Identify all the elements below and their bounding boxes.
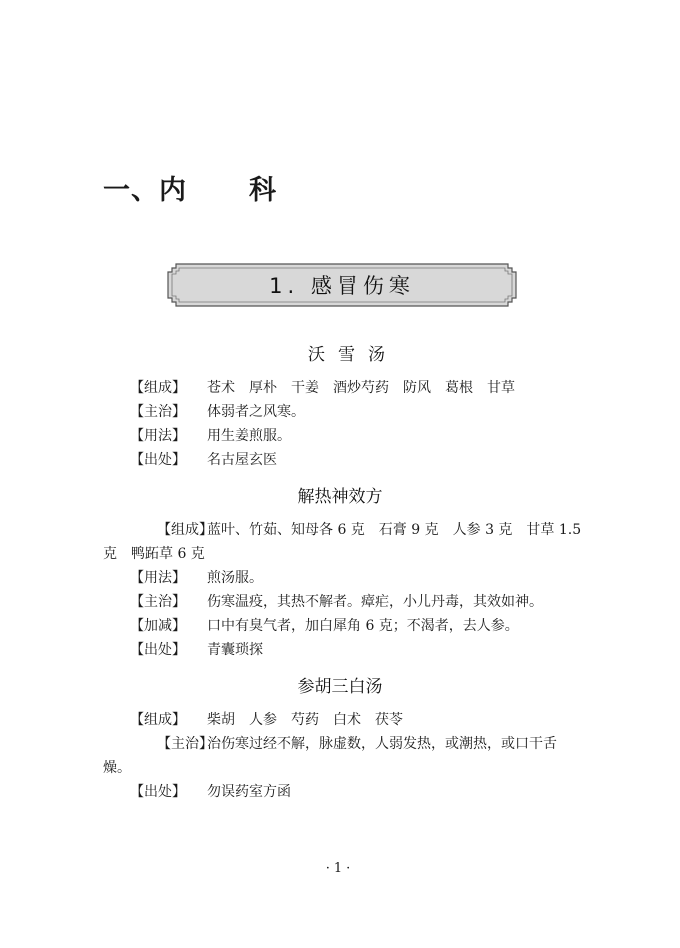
entry-key: 【组成】 [130, 380, 186, 396]
entry-text: 柴胡 人参 芍药 白术 茯苓 [207, 712, 403, 728]
formula-entry [103, 614, 583, 638]
entry-key: 【出处】 [130, 642, 186, 658]
entry-key: 【用法】 [130, 570, 186, 586]
entry-text: 治伤寒过经不解，脉虚数，人弱发热，或潮热，或口干舌燥。 [103, 736, 557, 776]
entry-key: 【出处】 [130, 452, 186, 468]
formula-entry [103, 448, 583, 472]
entry-text: 煎汤服。 [207, 570, 263, 586]
entry-key: 【出处】 [130, 784, 186, 800]
entry-key: 【组成】 [157, 522, 213, 538]
entry-text: 伤寒温疫，其热不解者。瘴疟，小儿丹毒，其效如神。 [207, 594, 543, 610]
section-banner [166, 262, 518, 308]
formula-title: 参胡三白汤 [297, 677, 383, 697]
entry-text: 勿误药室方函 [207, 784, 291, 800]
entry-text: 名古屋玄医 [207, 452, 277, 468]
entry-key: 【主治】 [130, 404, 186, 420]
entry-text: 用生姜煎服。 [207, 428, 291, 444]
entry-key: 【主治】 [157, 736, 213, 752]
entry-text: 青囊琐探 [207, 642, 263, 658]
formula-entry [103, 376, 583, 400]
formula-entry [103, 424, 583, 448]
formula-entry [103, 732, 583, 780]
formula-entry [103, 518, 583, 566]
formula-entry [103, 400, 583, 424]
formula-entry [103, 708, 583, 732]
entry-key: 【用法】 [130, 428, 186, 444]
formula-entry [103, 780, 583, 804]
formula-title: 解热神效方 [297, 487, 383, 507]
chapter-title [103, 168, 277, 207]
entry-text: 口中有臭气者，加白犀角 6 克；不渴者，去人参。 [207, 618, 519, 634]
entry-text: 体弱者之风寒。 [207, 404, 305, 420]
page-number: ·1· [325, 861, 355, 876]
section-title: 1. 感冒伤寒 [269, 274, 415, 298]
formula-entry [103, 638, 583, 662]
chapter-title-prefix: 一、内 [103, 175, 187, 206]
entry-key: 【组成】 [130, 712, 186, 728]
entry-key: 【加减】 [130, 618, 186, 634]
formula-entry [103, 566, 583, 590]
entry-key: 【主治】 [130, 594, 186, 610]
chapter-title-suffix: 科 [249, 175, 277, 206]
entry-text: 蓝叶、竹茹、知母各 6 克 石膏 9 克 人参 3 克 甘草 1.5 克 鸭跖草 6 克 [103, 522, 582, 562]
formula-entry [103, 590, 583, 614]
entry-text: 苍术 厚朴 干姜 酒炒芍药 防风 葛根 甘草 [207, 380, 515, 396]
formula-title: 沃雪汤 [308, 345, 398, 365]
